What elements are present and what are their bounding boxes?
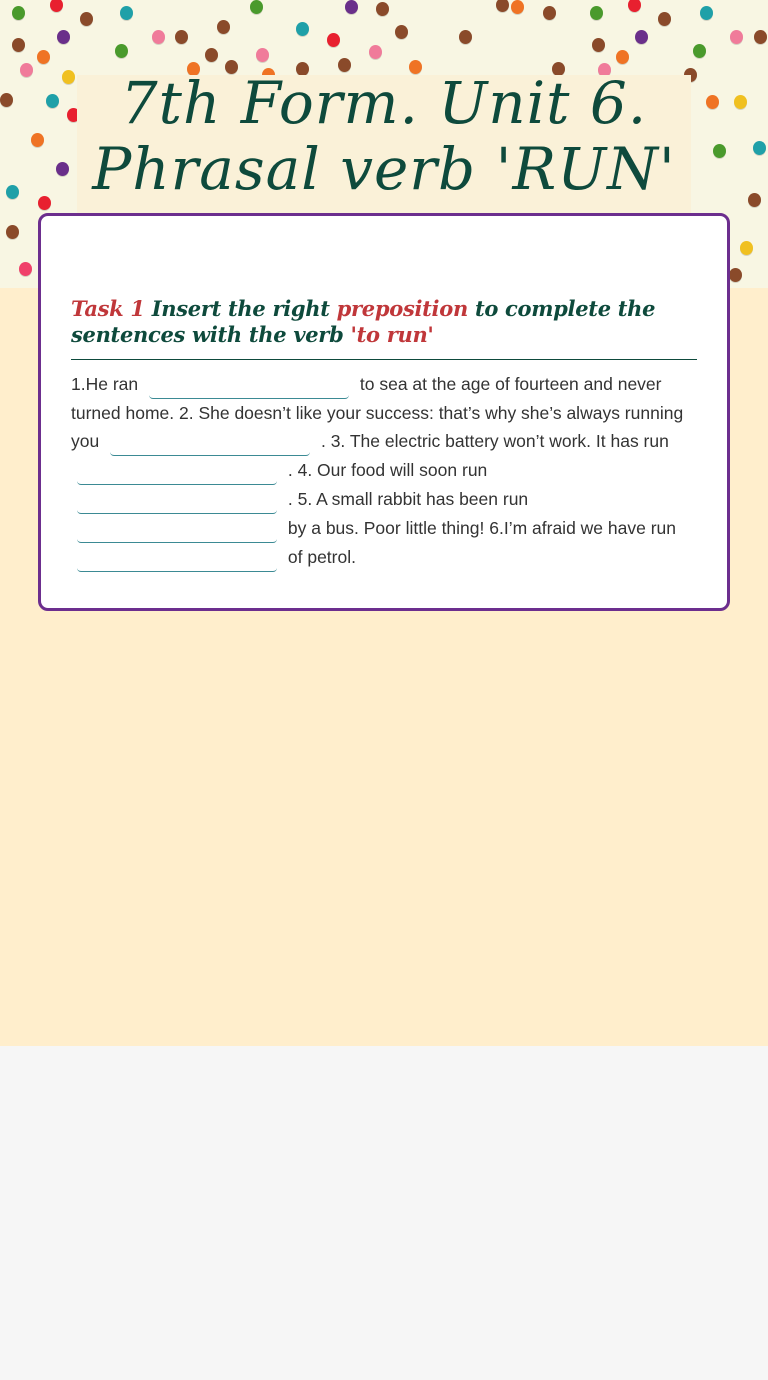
sentence-segment: 1.He ran <box>71 374 139 394</box>
sentence-segment: of petrol. <box>287 547 356 567</box>
answer-blank-1[interactable] <box>149 378 349 399</box>
confetti-dot <box>50 0 63 12</box>
confetti-dot <box>740 241 753 255</box>
confetti-dot <box>590 6 603 20</box>
sentence-segment: . 3. The electric battery won’t work. It has run <box>320 431 669 451</box>
confetti-dot <box>345 0 358 14</box>
confetti-dot <box>395 25 408 39</box>
confetti-dot <box>616 50 629 64</box>
confetti-dot <box>628 0 641 12</box>
confetti-dot <box>56 162 69 176</box>
confetti-dot <box>0 93 13 107</box>
exercise-card <box>38 213 730 611</box>
answer-blank-2[interactable] <box>110 435 310 456</box>
confetti-dot <box>19 262 32 276</box>
confetti-dot <box>754 30 767 44</box>
answer-blank-6[interactable] <box>77 551 277 572</box>
confetti-dot <box>748 193 761 207</box>
confetti-dot <box>205 48 218 62</box>
confetti-dot <box>693 44 706 58</box>
confetti-dot <box>57 30 70 44</box>
confetti-dot <box>250 0 263 14</box>
task-label: Task 1 <box>71 296 145 321</box>
confetti-dot <box>730 30 743 44</box>
confetti-dot <box>152 30 165 44</box>
confetti-dot <box>369 45 382 59</box>
title-line-2: Phrasal verb 'RUN' <box>92 135 676 203</box>
confetti-dot <box>296 22 309 36</box>
confetti-dot <box>753 141 766 155</box>
confetti-dot <box>12 6 25 20</box>
title-line-1: 7th Form. Unit 6. <box>120 69 648 137</box>
confetti-dot <box>6 185 19 199</box>
answer-blank-5[interactable] <box>77 522 277 543</box>
confetti-dot <box>592 38 605 52</box>
confetti-dot <box>115 44 128 58</box>
heading-divider <box>71 359 697 360</box>
sentence-segment: . 4. Our food will soon run <box>287 460 488 480</box>
confetti-dot <box>175 30 188 44</box>
sentence-segment: to sea at the age of fourteen and never turned home. 2. She doesn’t like your success: that’s why she’s always running you <box>71 374 684 451</box>
confetti-dot <box>20 63 33 77</box>
confetti-dot <box>376 2 389 16</box>
task-instruction-part1: Insert the right <box>151 296 330 321</box>
confetti-dot <box>713 144 726 158</box>
sentence-segment: . 5. A small rabbit has been run <box>287 489 529 509</box>
task-highlight-verb: 'to run' <box>350 322 434 347</box>
task-highlight-preposition: preposition <box>336 296 468 321</box>
confetti-dot <box>38 196 51 210</box>
confetti-dot <box>706 95 719 109</box>
confetti-dot <box>511 0 524 14</box>
confetti-dot <box>658 12 671 26</box>
confetti-dot <box>734 95 747 109</box>
confetti-dot <box>496 0 509 12</box>
confetti-dot <box>217 20 230 34</box>
confetti-dot <box>729 268 742 282</box>
page-title <box>77 70 691 202</box>
confetti-dot <box>46 94 59 108</box>
exercise-text <box>71 370 701 572</box>
answer-blank-3[interactable] <box>77 464 277 485</box>
confetti-dot <box>120 6 133 20</box>
answer-blank-4[interactable] <box>77 493 277 514</box>
confetti-dot <box>12 38 25 52</box>
confetti-dot <box>459 30 472 44</box>
confetti-dot <box>543 6 556 20</box>
confetti-dot <box>700 6 713 20</box>
task-heading <box>71 296 701 348</box>
confetti-dot <box>327 33 340 47</box>
sentence-segment: by a bus. Poor little thing! 6.I’m afraid we have run <box>287 518 676 538</box>
task-instruction-part2: to complete the sentences with the verb <box>71 296 656 347</box>
confetti-dot <box>62 70 75 84</box>
confetti-dot <box>31 133 44 147</box>
confetti-dot <box>635 30 648 44</box>
confetti-dot <box>6 225 19 239</box>
confetti-dot <box>80 12 93 26</box>
confetti-dot <box>37 50 50 64</box>
confetti-dot <box>256 48 269 62</box>
